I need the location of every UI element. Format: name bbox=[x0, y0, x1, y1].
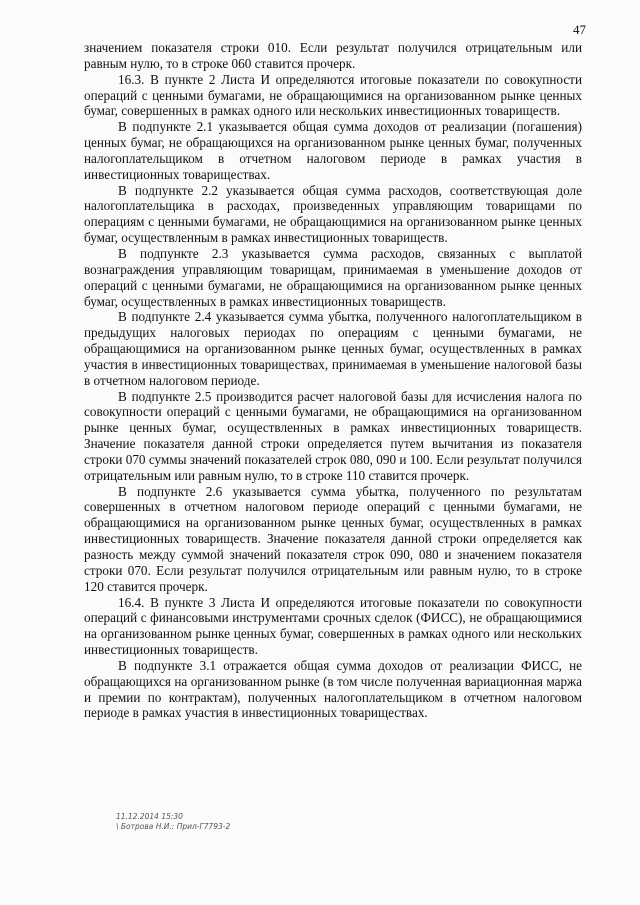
paragraph-subitem-2-3: В подпункте 2.3 указывается сумма расходов, связанных с выплатой вознаграждения управляющим товарищам, принимаемая в уменьшение доходов от операций с ценными бумагами, не обращающимися на организованном рынке ценных бумаг, осуществленных в рамках инвестиционных товариществ. bbox=[84, 245, 582, 309]
paragraph-subitem-2-6: В подпункте 2.6 указывается сумма убытка, полученного по результатам совершенных в отчетном налоговом периоде операций с ценными бумагами, не обращающимися на организованном рынке ценных бумаг, осуществленных в рамках инвестиционных товариществ. Значение показателя данной строки определяется как разность между суммой значений показателя строк 090, 080 и значением показателя строки 070. Если результат получился отрицательным или равным нулю, то в строке 120 ставится прочерк. bbox=[84, 483, 582, 594]
paragraph-subitem-2-4: В подпункте 2.4 указывается сумма убытка, полученного налогоплательщиком в предыдущих налоговых периодах по операциям с ценными бумагами, не обращающимися на организованном рынке ценных бумаг, осуществленных в рамках участия в инвестиционных товариществах, принимаемая в уменьшение налоговой базы в отчетном налоговом периоде. bbox=[84, 309, 582, 388]
footer-timestamp: 11.12.2014 15:30 bbox=[116, 812, 183, 821]
paragraph-subitem-2-2: В подпункте 2.2 указывается общая сумма расходов, соответствующая доле налогоплательщика в расходах, произведенных управляющим товарищами по операциям с ценными бумагами, не обращающимися на организованном рынке ценных бумаг, осуществленным в рамках инвестиционных товариществ. bbox=[84, 182, 582, 246]
body-text bbox=[84, 40, 582, 721]
paragraph-subitem-2-1: В подпункте 2.1 указывается общая сумма доходов от реализации (погашения) ценных бумаг, не обращающихся на организованном рынке ценных бумаг, полученных налогоплательщиком в отчетном налоговом периоде в рамках участия в инвестиционных товариществах. bbox=[84, 119, 582, 182]
paragraph-subitem-2-5: В подпункте 2.5 производится расчет налоговой базы для исчисления налога по совокупности операций с ценными бумагами, не обращающимися на организованном рынке ценных бумаг, осуществленных в рамках инвестиционных товариществ. Значение показателя данной строки определяется путем вычитания из показателя строки 070 суммы значений показателей строк 080, 090 и 100. Если результат получился отрицательным или равным нулю, то в строке 110 ставится прочерк. bbox=[84, 388, 582, 483]
paragraph-continuation: значением показателя строки 010. Если результат получился отрицательным или равным нулю, то в строке 060 ставится прочерк. bbox=[84, 40, 582, 71]
paragraph-16-4: 16.4. В пункте 3 Листа И определяются итоговые показатели по совокупности операций с финансовыми инструментами срочных сделок (ФИСС), не обращающимися на организованном рынке ценных бумаг, совершенных в рамках одного или нескольких инвестиционных товариществ. bbox=[84, 594, 582, 658]
paragraph-subitem-3-1: В подпункте 3.1 отражается общая сумма доходов от реализации ФИСС, не обращающихся на организованном рынке (в том числе полученная вариационная маржа и премии по контрактам), полученных налогоплательщиком в отчетном налоговом периоде в рамках участия в инвестиционных товариществах. bbox=[84, 657, 582, 721]
page-number: 47 bbox=[573, 22, 586, 37]
footer-file-reference: \ Ботрова Н.И.: Прил-Г7793-2 bbox=[116, 822, 231, 831]
paragraph-16-3: 16.3. В пункте 2 Листа И определяются итоговые показатели по совокупности операций с ценными бумагами, не обращающимися на организованном рынке ценных бумаг, совершенных в рамках одного или нескольких инвестиционных товариществ. bbox=[84, 71, 582, 119]
footer-stamp bbox=[116, 812, 230, 832]
